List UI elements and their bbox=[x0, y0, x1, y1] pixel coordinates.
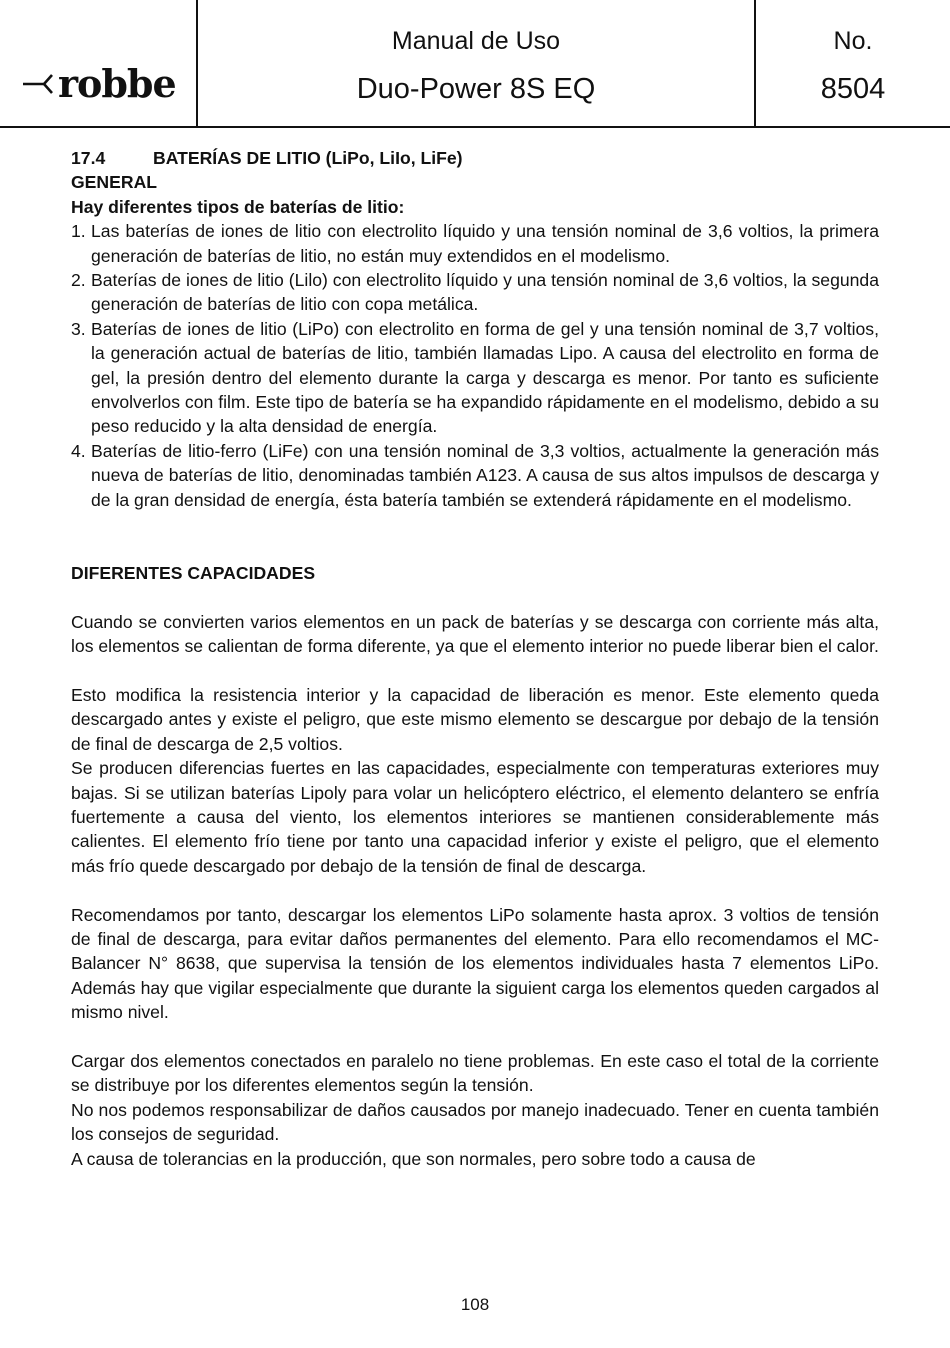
list-text: Baterías de iones de litio (LiPo) con electrolito en forma de gel y una tensión nominal de 3,7 voltios, la generación actual de baterías de litio, también llamadas Lipo. A causa del electrolito en forma de gel, la presión dentro del elemento durante la carga y descarga es menor. Por tanto es suficiente envolverlos con film. Este tipo de batería se ha expandido rápidamente en el modelismo, debido a su peso reducido y la alta densidad de energía. bbox=[91, 318, 879, 437]
paragraph: No nos podemos responsabilizar de daños causados por manejo inadecuado. Tener en cuenta también los consejos de seguridad. bbox=[71, 1099, 879, 1145]
section-heading bbox=[71, 146, 879, 170]
number-label: No. bbox=[833, 27, 873, 55]
list-number: 1. bbox=[71, 221, 86, 242]
product-number: 8504 bbox=[820, 73, 886, 105]
list-number: 4. bbox=[71, 440, 86, 461]
list-text: Las baterías de iones de litio con electrolito líquido y una tensión nominal de 3,6 voltios, la primera generación de baterías de litio, no están muy extendidos en el modelismo. bbox=[91, 221, 879, 266]
list-item bbox=[71, 219, 879, 268]
paragraph: Recomendamos por tanto, descargar los elementos LiPo solamente hasta aprox. 3 voltios de tensión de final de descarga, para evitar daños permanentes del elemento. Para ello recomendamos el MC-Balancer N° 8638, que supervisa la tensión de los elementos individuales hasta 7 elementos LiPo. Además hay que vigilar especialmente que durante la siguient carga los elementos queden cargados al mismo nivel. bbox=[71, 904, 879, 1023]
page-number: 108 bbox=[460, 1295, 490, 1314]
arrow-logo-icon bbox=[22, 73, 56, 95]
logo-text: robbe bbox=[58, 61, 176, 106]
section-subhead: GENERAL bbox=[71, 172, 158, 193]
list-item bbox=[71, 317, 879, 439]
section-number: 17.4 bbox=[71, 148, 106, 168]
list-number: 3. bbox=[71, 318, 86, 339]
page-content bbox=[71, 146, 879, 1171]
product-name: Duo-Power 8S EQ bbox=[356, 73, 596, 105]
robbe-logo bbox=[22, 61, 192, 106]
paragraph: Cuando se convierten varios elementos en un pack de baterías y se descarga con corriente más alta, los elementos se calientan de forma diferente, ya que el elemento interior no puede liberar bien el calor. bbox=[71, 611, 879, 657]
list-text: Baterías de iones de litio (Lilo) con electrolito líquido y una tensión nominal de 3,6 voltios, la segunda generación de baterías de litio con copa metálica. bbox=[91, 270, 879, 315]
page-header bbox=[0, 0, 950, 128]
list-number: 2. bbox=[71, 270, 86, 291]
capacities-heading: DIFERENTES CAPACIDADES bbox=[71, 562, 316, 583]
section-intro: Hay diferentes tipos de baterías de litio: bbox=[71, 196, 405, 217]
list-item bbox=[71, 439, 879, 512]
section-title: BATERÍAS DE LITIO (LiPo, LiIo, LiFe) bbox=[153, 148, 463, 168]
header-title-cell bbox=[198, 0, 754, 128]
paragraph: Se producen diferencias fuertes en las capacidades, especialmente con temperaturas exteriores muy bajas. Si se utilizan baterías Lipoly para volar un helicóptero eléctrico, el elemento delantero se enfría fuertemente a causa del viento, los elementos interiores se mantienen considerablemente más calientes. El elemento frío tiene por tanto una capacidad inferior y existe el peligro, que el elemento más frío quede descargado por debajo de la tensión de final de descarga. bbox=[71, 758, 879, 876]
list-text: Baterías de litio-ferro (LiFe) con una tensión nominal de 3,3 voltios, actualmente la generación más nueva de baterías de litio, denominadas también A123. A causa de sus altos impulsos de descarga y de la gran densidad de energía, ésta batería también se extenderá rápidamente en el modelismo. bbox=[91, 440, 879, 510]
list-item bbox=[71, 268, 879, 317]
paragraph: Cargar dos elementos conectados en paralelo no tiene problemas. En este caso el total de la corriente se distribuye por los diferentes elementos según la tensión. bbox=[71, 1050, 879, 1096]
paragraph: Esto modifica la resistencia interior y la capacidad de liberación es menor. Este elemento queda descargado antes y existe el peligro, que este mismo elemento se descargue por debajo de la tensión de final de descarga de 2,5 voltios. bbox=[71, 684, 879, 754]
paragraph: A causa de tolerancias en la producción, que son normales, pero sobre todo a causa de bbox=[71, 1148, 756, 1169]
manual-title: Manual de Uso bbox=[391, 27, 561, 55]
header-number-cell bbox=[756, 0, 950, 128]
